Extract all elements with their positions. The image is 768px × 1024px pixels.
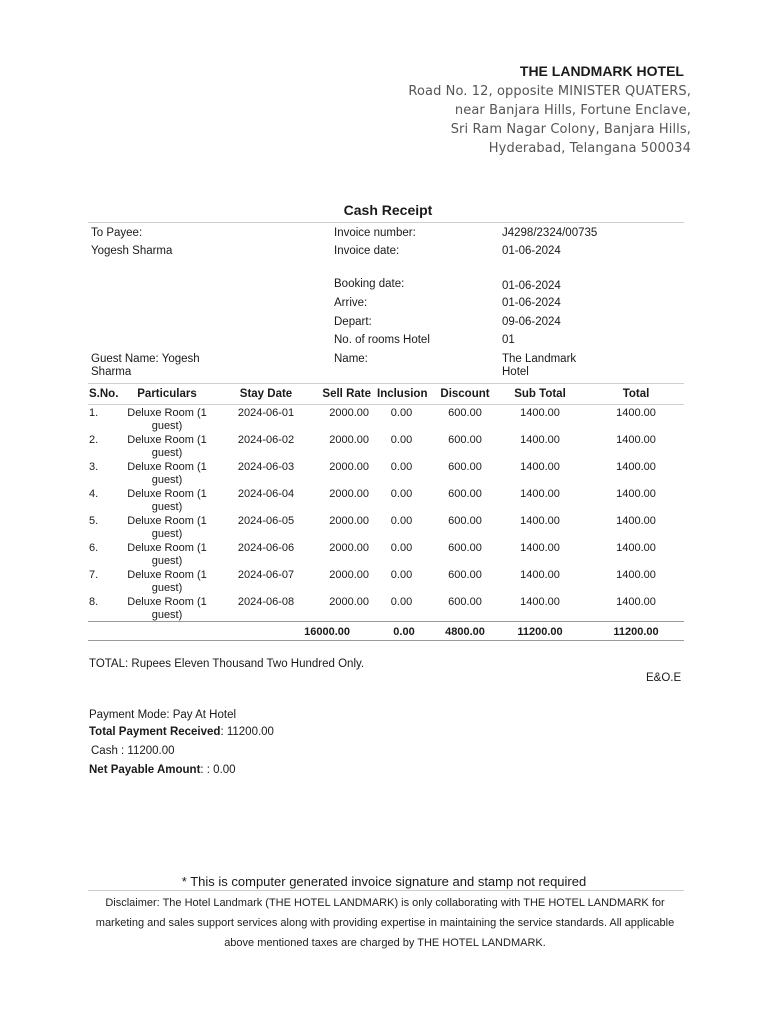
net-payable-value: : : 0.00 [200,764,236,776]
row-particulars-line-1: Deluxe Room (1 [127,461,207,473]
name-label: Name: [334,353,368,365]
row-stay-date: 2024-06-02 [237,434,295,446]
total-in-words: TOTAL: Rupees Eleven Thousand Two Hundred Only. [89,658,365,670]
invoice-date: 01-06-2024 [502,245,561,257]
col-header-particulars: Particulars [137,388,197,400]
row-sub-total: 1400.00 [520,434,560,446]
row-sell-rate: 2000.00 [329,488,369,500]
row-discount: 600.00 [448,461,482,473]
row-total: 1400.00 [616,434,656,446]
row-inclusion: 0.00 [390,488,413,500]
row-stay-date: 2024-06-06 [237,542,295,554]
row-particulars [117,515,217,540]
total-inclusion: 0.00 [393,626,415,638]
row-particulars-line-2: guest) [151,527,183,540]
row-sno: 2. [89,434,99,446]
row-sell-rate: 2000.00 [329,461,369,473]
row-inclusion: 0.00 [390,434,413,446]
total-payment-received [89,726,274,739]
row-sub-total: 1400.00 [520,542,560,554]
guest-name-line-1: Guest Name: Yogesh [91,353,200,365]
col-header-inclusion: Inclusion [377,388,428,400]
row-total: 1400.00 [616,569,656,581]
row-particulars [117,596,217,621]
row-inclusion: 0.00 [390,461,413,473]
row-particulars-line-2: guest) [151,554,183,567]
depart-date: 09-06-2024 [502,316,561,328]
row-total: 1400.00 [616,542,656,554]
booking-date-label: Booking date: [334,278,405,290]
row-stay-date: 2024-06-08 [237,596,295,608]
table-header-border [88,404,684,405]
rooms-count: 01 [502,334,515,346]
hotel-address-line-1: Road No. 12, opposite MINISTER QUATERS, [408,84,691,99]
row-discount: 600.00 [448,542,482,554]
col-header-total: Total [622,388,650,400]
total-payment-label: Total Payment Received [89,726,221,738]
payee-name: Yogesh Sharma [91,245,173,257]
booking-date: 01-06-2024 [502,280,561,292]
row-sno: 6. [89,542,99,554]
row-sell-rate: 2000.00 [329,542,369,554]
row-discount: 600.00 [448,569,482,581]
row-total: 1400.00 [616,461,656,473]
row-sub-total: 1400.00 [520,515,560,527]
row-sub-total: 1400.00 [520,461,560,473]
col-header-stay-date: Stay Date [239,388,293,400]
totals-bottom-border [88,640,684,641]
row-particulars [117,434,217,459]
row-particulars [117,407,217,432]
row-sub-total: 1400.00 [520,488,560,500]
row-stay-date: 2024-06-05 [237,515,295,527]
row-inclusion: 0.00 [390,542,413,554]
total-discount: 4800.00 [445,626,485,638]
arrive-date: 01-06-2024 [502,297,561,309]
row-particulars [117,461,217,486]
total-sub-total: 11200.00 [517,626,563,638]
row-particulars-line-2: guest) [151,500,183,513]
row-total: 1400.00 [616,488,656,500]
row-discount: 600.00 [448,515,482,527]
row-stay-date: 2024-06-07 [237,569,295,581]
row-sno: 8. [89,596,99,608]
hotel-address-line-2: near Banjara Hills, Fortune Enclave, [454,103,691,118]
row-sno: 5. [89,515,99,527]
footer-divider [88,890,684,891]
row-particulars-line-1: Deluxe Room (1 [127,434,207,446]
hotel-address-line-4: Hyderabad, Telangana 500034 [488,141,691,156]
hotel-name: THE LANDMARK HOTEL [519,63,684,79]
row-particulars-line-2: guest) [151,473,183,486]
rooms-label: No. of rooms Hotel [334,334,430,346]
invoice-number: J4298/2324/00735 [502,227,598,239]
row-particulars-line-1: Deluxe Room (1 [127,596,207,608]
row-sell-rate: 2000.00 [329,434,369,446]
row-inclusion: 0.00 [390,407,413,419]
net-payable-label: Net Payable Amount [89,764,201,776]
hotel-name-line-2: Hotel [502,366,529,378]
row-discount: 600.00 [448,488,482,500]
row-inclusion: 0.00 [390,596,413,608]
cash-amount: Cash : 11200.00 [91,745,175,757]
row-particulars-line-1: Deluxe Room (1 [127,488,207,500]
row-particulars-line-1: Deluxe Room (1 [127,569,207,581]
row-discount: 600.00 [448,596,482,608]
row-particulars [117,488,217,513]
total-payment-value: : 11200.00 [220,726,274,738]
row-inclusion: 0.00 [390,515,413,527]
row-particulars-line-2: guest) [151,608,183,621]
disclaimer: Disclaimer: The Hotel Landmark (THE HOTEL LANDMARK) is only collaborating with THE HOTEL LANDMARK for marketing and sales support services along with providing expertise in maintaining the service standards. All applicable above mentioned taxes are charged by THE HOTEL LANDMARK. [95,897,675,949]
computer-generated-note: * This is computer generated invoice signature and stamp not required [181,874,587,889]
row-particulars [117,542,217,567]
row-particulars-line-2: guest) [151,419,183,432]
row-stay-date: 2024-06-04 [237,488,295,500]
row-sno: 7. [89,569,99,581]
row-total: 1400.00 [616,596,656,608]
row-sell-rate: 2000.00 [329,569,369,581]
table-top-border [88,383,684,384]
col-header-sell-rate: Sell Rate [322,388,371,400]
row-sno: 4. [89,488,99,500]
payment-mode: Payment Mode: Pay At Hotel [89,709,237,721]
row-total: 1400.00 [616,407,656,419]
guest-name-line-2: Sharma [91,366,132,378]
row-particulars [117,569,217,594]
row-sno: 3. [89,461,99,473]
invoice-number-label: Invoice number: [334,227,416,239]
row-inclusion: 0.00 [390,569,413,581]
col-header-sno: S.No. [89,388,119,400]
totals-top-border [88,621,684,622]
row-discount: 600.00 [448,434,482,446]
row-discount: 600.00 [448,407,482,419]
row-sub-total: 1400.00 [520,596,560,608]
row-stay-date: 2024-06-03 [237,461,295,473]
row-particulars-line-2: guest) [151,446,183,459]
divider [88,222,684,223]
hotel-name-line-1: The Landmark [502,353,577,365]
depart-label: Depart: [334,316,372,328]
row-particulars-line-1: Deluxe Room (1 [127,407,207,419]
row-stay-date: 2024-06-01 [237,407,295,419]
total-grand-total: 11200.00 [613,626,659,638]
row-sub-total: 1400.00 [520,569,560,581]
row-sell-rate: 2000.00 [329,515,369,527]
row-particulars-line-1: Deluxe Room (1 [127,515,207,527]
total-sell-rate: 16000.00 [304,626,350,638]
col-header-discount: Discount [440,388,490,400]
receipt-title: Cash Receipt [343,202,433,218]
row-sno: 1. [89,407,99,419]
row-particulars-line-2: guest) [151,581,183,594]
to-payee-label: To Payee: [91,227,143,239]
row-particulars-line-1: Deluxe Room (1 [127,542,207,554]
row-sell-rate: 2000.00 [329,407,369,419]
row-total: 1400.00 [616,515,656,527]
col-header-sub-total: Sub Total [514,388,566,400]
invoice-date-label: Invoice date: [334,245,400,257]
eoe: E&O.E [646,672,682,684]
net-payable [89,764,236,777]
row-sub-total: 1400.00 [520,407,560,419]
hotel-address-line-3: Sri Ram Nagar Colony, Banjara Hills, [450,122,691,137]
row-sell-rate: 2000.00 [329,596,369,608]
arrive-label: Arrive: [334,297,368,309]
